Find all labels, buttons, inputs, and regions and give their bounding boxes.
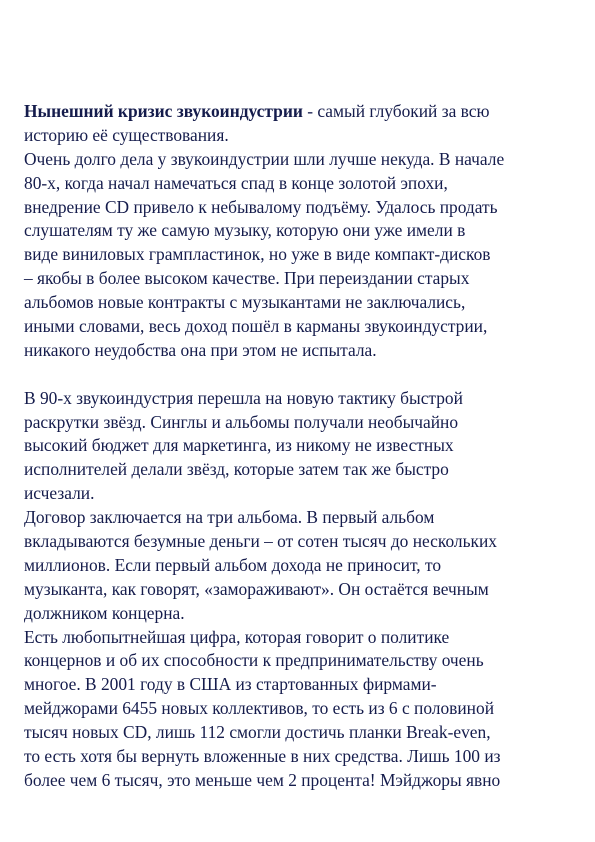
text-line: то есть хотя бы вернуть вложенные в них средства. Лишь 100 из bbox=[24, 746, 501, 767]
text-line: мейджорами 6455 новых коллективов, то есть из 6 с половиной bbox=[24, 698, 494, 719]
text-line: виде виниловых грампластинок, но уже в виде компакт-дисков bbox=[24, 244, 491, 265]
document-heading: Нынешний кризис звукоиндустрии bbox=[24, 101, 303, 121]
document-body bbox=[24, 100, 576, 793]
text-line: исполнителей делали звёзд, которые затем так же быстро bbox=[24, 459, 449, 480]
text-line: миллионов. Если первый альбом дохода не приносит, то bbox=[24, 554, 442, 575]
text-line: слушателям ту же самую музыку, которую они уже имели в bbox=[24, 220, 466, 241]
text-line: вкладываются безумные деньги – от сотен тысяч до нескольких bbox=[24, 531, 497, 552]
text-line: 80-х, когда начал намечаться спад в конце золотой эпохи, bbox=[24, 172, 448, 193]
text-line: В 90-х звукоиндустрия перешла на новую тактику быстрой bbox=[24, 387, 463, 408]
text-line: должником концерна. bbox=[24, 602, 185, 623]
heading-continuation: - самый глубокий за всю bbox=[302, 101, 490, 121]
text-line: историю её существования. bbox=[24, 124, 229, 145]
text-line bbox=[24, 100, 576, 124]
text-line: Очень долго дела у звукоиндустрии шли лучше некуда. В начале bbox=[24, 148, 505, 169]
text-line: музыканта, как говорят, «замораживают». Он остаётся вечным bbox=[24, 578, 489, 599]
text-line: Есть любопытнейшая цифра, которая говорит о политике bbox=[24, 626, 450, 647]
text-line: многое. В 2001 году в США из стартованных фирмами- bbox=[24, 674, 437, 695]
text-line: – якобы в более высоком качестве. При переиздании старых bbox=[24, 268, 470, 289]
text-line: концернов и об их способности к предпринимательству очень bbox=[24, 650, 484, 671]
text-line: более чем 6 тысяч, это меньше чем 2 процента! Мэйджоры явно bbox=[24, 769, 501, 790]
text-line: Договор заключается на три альбома. В первый альбом bbox=[24, 507, 435, 528]
text-line: тысяч новых CD, лишь 112 смогли достичь планки Break-even, bbox=[24, 722, 491, 743]
text-line: раскрутки звёзд. Синглы и альбомы получали необычайно bbox=[24, 411, 459, 432]
text-line: внедрение CD привело к небывалому подъёму. Удалось продать bbox=[24, 196, 498, 217]
text-line: высокий бюджет для маркетинга, из никому не известных bbox=[24, 435, 454, 456]
text-line: альбомов новые контракты с музыкантами не заключались, bbox=[24, 292, 466, 313]
text-line: иными словами, весь доход пошёл в карманы звукоиндустрии, bbox=[24, 316, 488, 337]
paragraph-2 bbox=[24, 387, 576, 793]
text-line: исчезали. bbox=[24, 483, 95, 504]
paragraph-1 bbox=[24, 124, 576, 363]
paragraph-spacer bbox=[24, 363, 576, 387]
text-line: никакого неудобства она при этом не испытала. bbox=[24, 339, 377, 360]
